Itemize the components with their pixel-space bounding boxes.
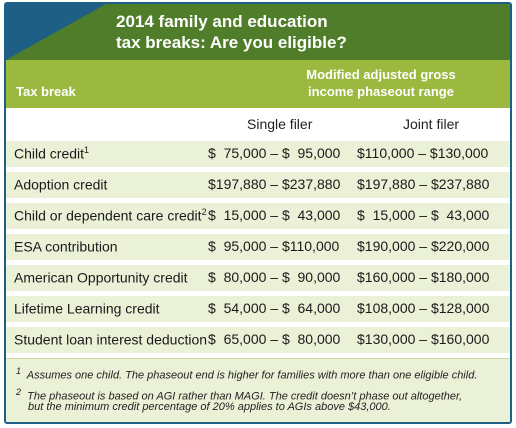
table-row — [6, 265, 510, 291]
table-row — [6, 327, 510, 353]
table-row — [6, 296, 510, 322]
single-filer-range: $ 54,000 – $ 64,000 — [208, 300, 341, 316]
header-range-line-2: income phaseout range — [308, 84, 454, 99]
footnotes — [6, 358, 510, 423]
joint-filer-range: $160,000 – $180,000 — [357, 269, 490, 285]
row-label: Child credit$^1$ — [14, 145, 90, 162]
footnote-ref: 2 — [201, 207, 207, 217]
joint-filer-range: $108,000 – $128,000 — [357, 300, 490, 316]
header-tax-break: Tax break — [16, 84, 76, 99]
single-filer-range: $ 15,000 – $ 43,000 — [208, 207, 341, 223]
subheader-single-filer: Single filer — [247, 116, 313, 132]
table-row — [6, 172, 510, 198]
footnote-2-continued: but the minimum credit percentage of 20% applies to AGIs above $43,000. — [28, 401, 391, 413]
row-label: Child or dependent care credit$^2$ — [14, 207, 207, 224]
header-range-line-1: Modified adjusted gross — [306, 67, 456, 82]
single-filer-range: $ 95,000 – $110,000 — [208, 238, 340, 254]
single-filer-range: $197,880 – $237,880 — [208, 176, 341, 192]
single-filer-range: $ 80,000 – $ 90,000 — [208, 269, 341, 285]
table-title — [116, 11, 347, 53]
title-line-2: tax breaks: Are you eligible? — [116, 33, 347, 52]
tax-breaks-table-card — [4, 2, 512, 424]
single-filer-range: $ 65,000 – $ 80,000 — [208, 331, 341, 347]
table-row — [6, 141, 510, 167]
row-label: Adoption credit — [14, 176, 108, 193]
row-label: Lifetime Learning credit — [14, 300, 160, 317]
header-income-range — [252, 66, 510, 100]
row-label: American Opportunity credit — [14, 269, 188, 286]
footnote-2: $^2$ The phaseout is based on AGI rather than MAGI. The credit doesn’t phase out altogether, — [16, 387, 463, 403]
footnote-1: $^1$ Assumes one child. The phaseout end is higher for families with more than one eligible child. — [16, 366, 478, 382]
footnote-ref: 1 — [84, 145, 90, 155]
joint-filer-range: $130,000 – $160,000 — [357, 331, 490, 347]
joint-filer-range: $190,000 – $220,000 — [357, 238, 490, 254]
title-line-1: 2014 family and education — [116, 12, 328, 31]
table-row — [6, 203, 510, 229]
joint-filer-range: $197,880 – $237,880 — [357, 176, 490, 192]
title-accent-triangle — [6, 4, 106, 60]
subheader-joint-filer: Joint filer — [403, 116, 460, 132]
single-filer-range: $ 75,000 – $ 95,000 — [208, 145, 341, 161]
row-label: ESA contribution — [14, 238, 118, 255]
table-row — [6, 234, 510, 260]
joint-filer-range: $ 15,000 – $ 43,000 — [357, 207, 490, 223]
row-label: Student loan interest deduction — [14, 331, 208, 348]
joint-filer-range: $110,000 – $130,000 — [357, 145, 489, 161]
